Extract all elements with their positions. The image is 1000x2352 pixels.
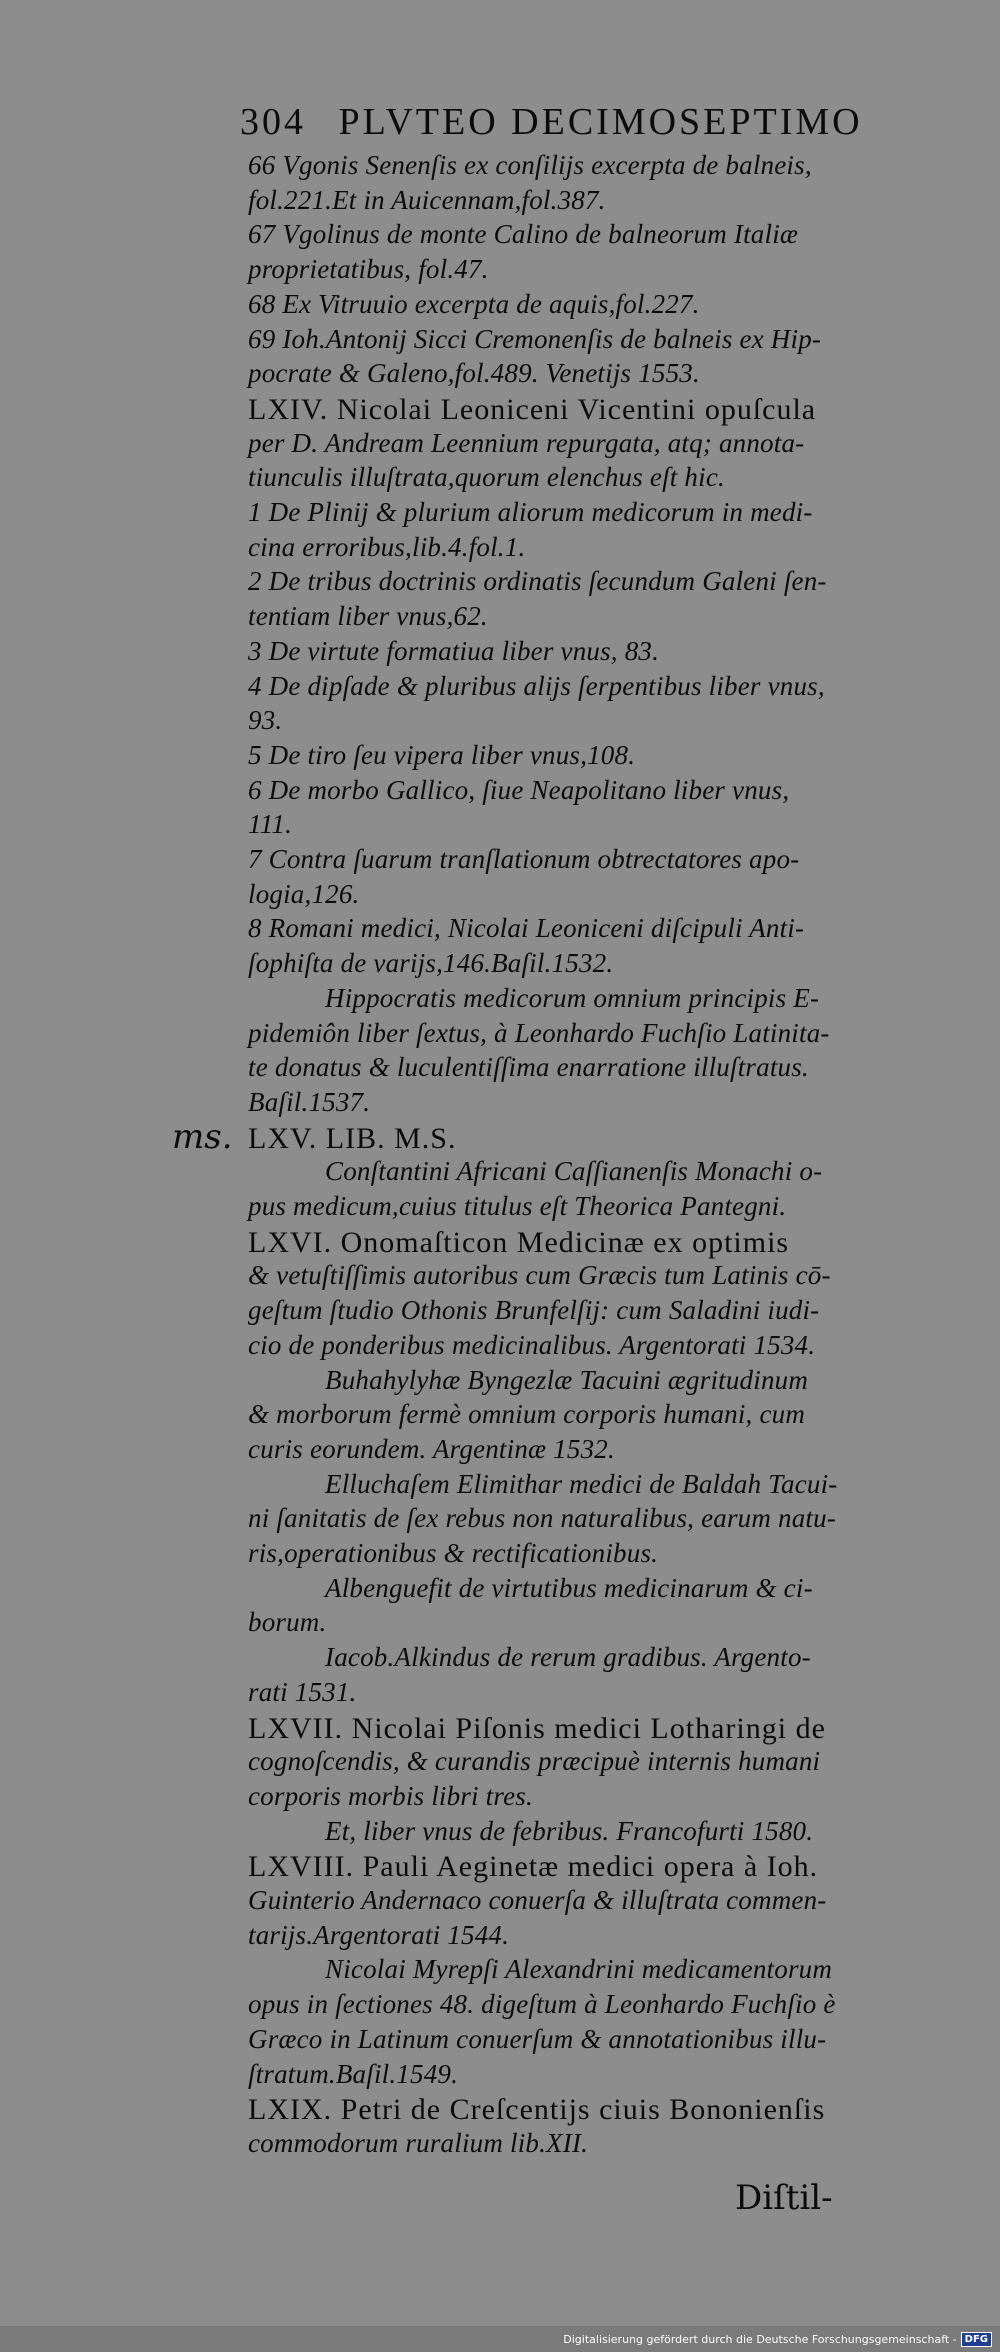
text-line: Græco in Latinum conuerſum & annotationibus illu- <box>248 2023 827 2054</box>
page-header <box>240 100 863 144</box>
text-line: tarijs.Argentorati 1544. <box>248 1919 510 1950</box>
text-line: tentiam liber vnus,62. <box>248 601 488 632</box>
text-line: 5 De tiro ſeu vipera liber vnus,108. <box>248 739 636 770</box>
text-line: geſtum ſtudio Othonis Brunfelſij: cum Saladini iudi- <box>248 1295 820 1326</box>
text-line: cognoſcendis, & curandis præcipuè internis humani <box>248 1746 821 1777</box>
footer-text: Digitalisierung gefördert durch die Deutsche Forschungsgemeinschaft - <box>563 2332 957 2346</box>
text-line: opus in ſectiones 48. digeſtum à Leonhardo Fuchſio è <box>248 1989 836 2020</box>
text-line: Et, liber vnus de febribus. Francofurti 1580. <box>325 1815 814 1846</box>
entry-heading: LXVI. Onomaſticon Medicinæ ex optimis <box>248 1225 790 1259</box>
digitization-footer <box>0 2326 1000 2352</box>
text-line: ris,operationibus & rectificationibus. <box>248 1538 659 1568</box>
text-line: commodorum ruralium lib.XII. <box>248 2127 589 2158</box>
text-line: Baſil.1537. <box>248 1086 371 1117</box>
text-line: 69 Ioh.Antonij Sicci Cremonenſis de balneis ex Hip- <box>248 323 822 354</box>
text-line: ſophiſta de varijs,146.Baſil.1532. <box>248 948 614 979</box>
text-line: 111. <box>248 809 293 840</box>
dfg-logo: DFG <box>961 2332 992 2347</box>
text-line: ni ſanitatis de ſex rebus non naturalibus, earum natu- <box>248 1503 837 1534</box>
text-line: 7 Contra ſuarum tranſlationum obtrectatores apo- <box>248 844 800 874</box>
text-line: per D. Andream Leennium repurgata, atq; annota- <box>248 427 805 458</box>
entry-heading: LXV. LIB. M.S. <box>248 1121 457 1155</box>
text-line: Albenguefit de virtutibus medicinarum & ci- <box>325 1572 813 1603</box>
page-number: 304 <box>240 101 306 143</box>
text-line: 93. <box>248 705 283 736</box>
text-line: Nicolai Myrepſi Alexandrini medicamentorum <box>325 1954 833 1985</box>
text-line: logia,126. <box>248 878 360 909</box>
text-line: pus medicum,cuius titulus eſt Theorica Pantegni. <box>248 1191 787 1221</box>
text-line: cio de ponderibus medicinalibus. Argentorati 1534. <box>248 1329 816 1360</box>
text-line: rati 1531. <box>248 1676 357 1707</box>
running-title: PLVTEO DECIMOSEPTIMO <box>338 101 863 143</box>
text-line: tiunculis illuſtrata,quorum elenchus eſt hic. <box>248 462 725 493</box>
text-line: 67 Vgolinus de monte Calino de balneorum Italiæ <box>248 219 799 250</box>
text-line: 6 De morbo Gallico, ſiue Neapolitano liber vnus, <box>248 774 790 805</box>
margin-note: ms. <box>172 1117 233 1157</box>
entry-heading: LXVIII. Pauli Aeginetæ medici opera à Ioh. <box>248 1850 819 1884</box>
text-line: ſtratum.Baſil.1549. <box>248 2058 459 2089</box>
text-line: 8 Romani medici, Nicolai Leoniceni diſcipuli Anti- <box>248 913 805 944</box>
text-line: 66 Vgonis Senenſis ex conſilijs excerpta de balneis, <box>248 150 812 180</box>
text-line: 3 De virtute formatiua liber vnus, 83. <box>248 635 660 666</box>
entry-heading: LXIV. Nicolai Leoniceni Vicentini opuſcula <box>248 392 817 426</box>
text-line: te donatus & luculentiſſima enarratione illuſtratus. <box>248 1052 809 1083</box>
text-line: & vetuſtiſſimis autoribus cum Græcis tum Latinis cō- <box>248 1260 831 1291</box>
text-line: 2 De tribus doctrinis ordinatis ſecundum Galeni ſen- <box>248 566 827 597</box>
text-line: Conſtantini Africani Caſſianenſis Monachi o- <box>325 1156 823 1187</box>
catchword: Diſtil- <box>735 2178 833 2218</box>
text-line: Elluchaſem Elimithar medici de Baldah Tacui- <box>325 1468 838 1499</box>
entry-heading: LXVII. Nicolai Piſonis medici Lotharingi de <box>248 1711 826 1745</box>
entry-heading: LXIX. Petri de Creſcentijs ciuis Bononienſis <box>248 2093 826 2127</box>
text-line: pidemiôn liber ſextus, à Leonhardo Fuchſio Latinita- <box>248 1017 830 1048</box>
text-line: proprietatibus, fol.47. <box>248 254 489 285</box>
text-line: cina erroribus,lib.4.fol.1. <box>248 531 526 562</box>
text-line: & morborum fermè omnium corporis humani, cum <box>248 1399 806 1430</box>
text-line: corporis morbis libri tres. <box>248 1780 533 1811</box>
text-line: borum. <box>248 1607 327 1638</box>
text-line: Hippocratis medicorum omnium principis E- <box>325 982 820 1013</box>
text-line: curis eorundem. Argentinæ 1532. <box>248 1433 615 1464</box>
text-line: pocrate & Galeno,fol.489. Venetijs 1553. <box>248 358 700 389</box>
text-line: Buhahylyhæ Byngezlæ Tacuini ægritudinum <box>325 1364 809 1395</box>
text-line: Guinterio Andernaco conuerſa & illuſtrata commen- <box>248 1885 827 1915</box>
text-line: 68 Ex Vitruuio excerpta de aquis,fol.227. <box>248 288 700 319</box>
text-line: 1 De Plinij & plurium aliorum medicorum in medi- <box>248 497 813 527</box>
text-line: Iacob.Alkindus de rerum gradibus. Argento- <box>325 1642 811 1673</box>
text-line: 4 De dipſade & pluribus alijs ſerpentibus liber vnus, <box>248 670 825 701</box>
text-line: fol.221.Et in Auicennam,fol.387. <box>248 184 606 215</box>
